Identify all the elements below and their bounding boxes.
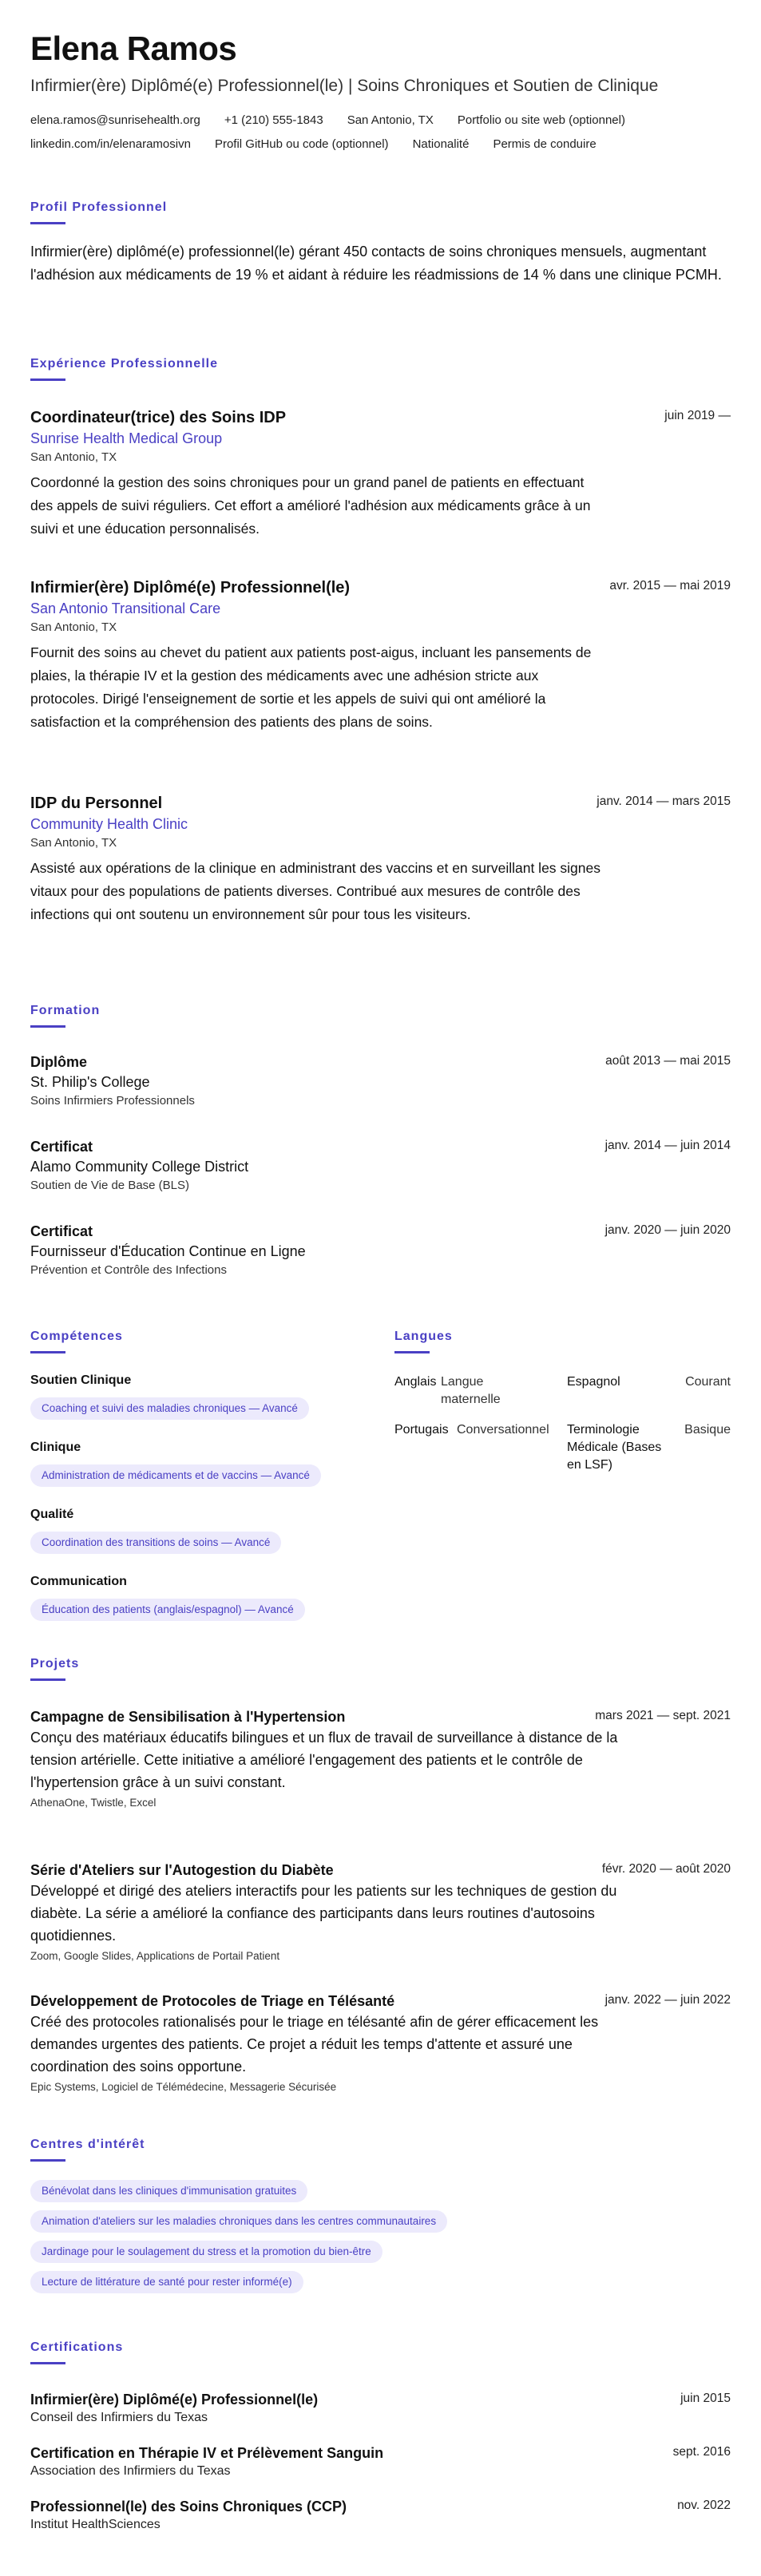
project-description: Conçu des matériaux éducatifs bilingues et un flux de travail de surveillance à distance de la tension artérielle. Cette initiative a amélioré l'engagement des patients et le contrôle de l'hypertension grâce à un suivi constant. xyxy=(30,1730,618,1790)
job-company: San Antonio Transitional Care xyxy=(30,600,221,616)
project-dates: janv. 2022 — juin 2022 xyxy=(604,1993,731,2007)
project-tech: Zoom, Google Slides, Applications de Portail Patient xyxy=(30,1950,280,1962)
section-rule xyxy=(30,2362,65,2364)
job-title: Infirmier(ère) Diplômé(e) Professionnel(le) xyxy=(30,579,351,596)
certification-date: sept. 2016 xyxy=(672,2445,731,2459)
certification-date: nov. 2022 xyxy=(677,2499,731,2512)
languages-title: Langues xyxy=(394,1330,453,1343)
skill-category: Communication xyxy=(30,1575,127,1588)
skill-group xyxy=(30,1439,321,1487)
projects-section xyxy=(30,1656,731,1681)
job-description: Coordonné la gestion des soins chroniques pour un grand panel de patients en effectuant des appels de suivi réguliers. Cet effort a amélioré l'adhésion aux médicaments grâce à un suivi et une éducation personnalisés. xyxy=(30,474,591,537)
skill-pill: Éducation des patients (anglais/espagnol) — Avancé xyxy=(30,1599,305,1621)
contact-phone[interactable]: +1 (210) 555-1843 xyxy=(224,113,323,127)
section-rule xyxy=(30,1351,65,1353)
language-level: Basique xyxy=(684,1423,731,1437)
contact-list xyxy=(30,112,731,153)
education-institution: Alamo Community College District xyxy=(30,1159,249,1175)
project-tech: AthenaOne, Twistle, Excel xyxy=(30,1797,157,1809)
language-name: Terminologie Médicale (Bases en LSF) xyxy=(567,1423,662,1472)
job-dates: juin 2019 — xyxy=(664,409,731,422)
summary-section xyxy=(30,200,731,287)
experience-title: Expérience Professionnelle xyxy=(30,357,218,371)
project-description: Développé et dirigé des ateliers interactifs pour les patients sur les techniques de gestion du diabète. La série a amélioré la confiance des participants dans leurs routines d'autosoins quotidiennes. xyxy=(30,1883,617,1944)
education-section xyxy=(30,1003,731,1028)
headline: Infirmier(ère) Diplômé(e) Professionnel(le) | Soins Chroniques et Soutien de Clinique xyxy=(30,77,659,95)
job-location: San Antonio, TX xyxy=(30,620,117,634)
interest-pill xyxy=(30,2271,303,2293)
language-name: Espagnol xyxy=(567,1375,620,1389)
certification-item xyxy=(30,2443,731,2480)
contact-location: San Antonio, TX xyxy=(347,113,434,127)
job-location: San Antonio, TX xyxy=(30,450,117,464)
job-item xyxy=(30,577,731,734)
education-item xyxy=(30,1052,731,1110)
certification-item xyxy=(30,2497,731,2534)
job-dates: janv. 2014 — mars 2015 xyxy=(597,795,731,808)
interest-label: Bénévolat dans les cliniques d'immunisation gratuites xyxy=(30,2180,307,2202)
job-title: Coordinateur(trice) des Soins IDP xyxy=(30,409,287,426)
job-title: IDP du Personnel xyxy=(30,795,163,812)
certification-name: Infirmier(ère) Diplômé(e) Professionnel(le) xyxy=(30,2392,319,2408)
section-rule xyxy=(30,1025,65,1028)
education-field: Soutien de Vie de Base (BLS) xyxy=(30,1179,190,1192)
education-item xyxy=(30,1137,731,1195)
certification-issuer: Conseil des Infirmiers du Texas xyxy=(30,2411,208,2424)
education-dates: janv. 2020 — juin 2020 xyxy=(604,1223,731,1237)
project-title: Série d'Ateliers sur l'Autogestion du Diabète xyxy=(30,1862,334,1878)
job-location: San Antonio, TX xyxy=(30,836,117,850)
project-tech: Epic Systems, Logiciel de Télémédecine, Messagerie Sécurisée xyxy=(30,2081,337,2093)
education-dates: janv. 2014 — juin 2014 xyxy=(604,1139,731,1152)
education-item xyxy=(30,1222,731,1279)
interest-pill xyxy=(30,2180,307,2202)
section-rule xyxy=(30,1678,65,1681)
certifications-section xyxy=(30,2340,731,2364)
project-title: Campagne de Sensibilisation à l'Hypertension xyxy=(30,1709,346,1725)
skill-pill: Coaching et suivi des maladies chroniques — Avancé xyxy=(30,1397,309,1420)
skill-category: Soutien Clinique xyxy=(30,1373,132,1387)
education-field: Prévention et Contrôle des Infections xyxy=(30,1263,227,1277)
job-description: Fournit des soins au chevet du patient aux patients post-aigus, incluant les pansements de plaies, la thérapie IV et la gestion des médicaments avec une adhésion stricte aux protocoles. Dirigé l'enseignement de sortie et les appels de suivi qui ont amélioré la satisfaction et la compréhension des patients des plans de soins. xyxy=(30,644,592,730)
certification-issuer: Association des Infirmiers du Texas xyxy=(30,2464,231,2478)
education-degree: Diplôme xyxy=(30,1054,88,1070)
language-level: Langue maternelle xyxy=(441,1375,501,1406)
job-company: Sunrise Health Medical Group xyxy=(30,430,223,446)
section-rule xyxy=(394,1351,430,1353)
skill-pill: Coordination des transitions de soins — Avancé xyxy=(30,1532,281,1554)
project-title: Développement de Protocoles de Triage en Télésanté xyxy=(30,1993,395,2009)
job-dates: avr. 2015 — mai 2019 xyxy=(609,579,731,592)
job-item xyxy=(30,793,731,926)
education-degree: Certificat xyxy=(30,1223,93,1239)
skill-category: Clinique xyxy=(30,1441,81,1454)
project-dates: févr. 2020 — août 2020 xyxy=(601,1862,731,1876)
language-level: Conversationnel xyxy=(457,1423,549,1437)
certification-issuer: Institut HealthSciences xyxy=(30,2518,161,2531)
resume-header xyxy=(30,29,731,153)
contact-nationality: Nationalité xyxy=(412,137,470,151)
skill-category: Qualité xyxy=(30,1508,74,1521)
candidate-name: Elena Ramos xyxy=(30,30,237,67)
interests-section xyxy=(30,2137,731,2162)
education-institution: St. Philip's College xyxy=(30,1074,150,1090)
contact-github[interactable]: Profil GitHub ou code (optionnel) xyxy=(214,137,389,151)
contact-portfolio[interactable]: Portfolio ou site web (optionnel) xyxy=(457,113,625,127)
certification-name: Certification en Thérapie IV et Prélèvement Sanguin xyxy=(30,2445,384,2461)
language-level: Courant xyxy=(685,1375,731,1389)
certification-name: Professionnel(le) des Soins Chroniques (CCP) xyxy=(30,2499,347,2515)
interest-pill xyxy=(30,2241,382,2263)
project-description: Créé des protocoles rationalisés pour le triage en télésanté afin de gérer efficacement les demandes urgentes des patients. Ce projet a réduit les temps d'attente et assuré une coordination des soins opportune. xyxy=(30,2014,599,2075)
summary-text: Infirmier(ère) diplômé(e) professionnel(le) gérant 450 contacts de soins chroniques mensuels, augmentant l'adhésion aux médicaments de 19 % et aidant à réduire les réadmissions de 14 % dans une clinique PCMH. xyxy=(30,244,722,283)
certification-item xyxy=(30,2390,731,2427)
skills-section xyxy=(30,1329,366,1353)
education-dates: août 2013 — mai 2015 xyxy=(605,1054,731,1068)
section-rule xyxy=(30,222,65,224)
skill-pill: Administration de médicaments et de vaccins — Avancé xyxy=(30,1464,321,1487)
job-company: Community Health Clinic xyxy=(30,816,188,832)
interests-title: Centres d'intérêt xyxy=(30,2138,145,2151)
language-name: Anglais xyxy=(394,1375,437,1389)
skills-title: Compétences xyxy=(30,1330,123,1343)
project-item xyxy=(30,1707,731,1811)
experience-section xyxy=(30,356,731,381)
interest-pill xyxy=(30,2210,447,2233)
education-title: Formation xyxy=(30,1004,101,1017)
skill-group xyxy=(30,1573,305,1621)
education-institution: Fournisseur d'Éducation Continue en Ligne xyxy=(30,1243,306,1259)
skill-group xyxy=(30,1506,281,1554)
skill-group xyxy=(30,1372,309,1420)
interest-label: Jardinage pour le soulagement du stress et la promotion du bien-être xyxy=(30,2241,382,2263)
contact-license: Permis de conduire xyxy=(493,137,597,151)
interest-label: Lecture de littérature de santé pour rester informé(e) xyxy=(30,2271,303,2293)
job-description: Assisté aux opérations de la clinique en administrant des vaccins et en surveillant les signes vitaux pour des populations de patients diverses. Contribué aux mesures de contrôle des infections qui ont soutenu un environnement sûr pour tous les visiteurs. xyxy=(30,860,600,922)
projects-title: Projets xyxy=(30,1657,80,1670)
job-item xyxy=(30,407,731,541)
section-rule xyxy=(30,2159,65,2162)
interest-label: Animation d'ateliers sur les maladies chroniques dans les centres communautaires xyxy=(30,2210,447,2233)
project-item xyxy=(30,1861,731,1964)
language-name: Portugais xyxy=(394,1423,449,1437)
certification-date: juin 2015 xyxy=(680,2392,731,2405)
certifications-title: Certifications xyxy=(30,2340,124,2354)
project-dates: mars 2021 — sept. 2021 xyxy=(595,1709,731,1722)
languages-section xyxy=(394,1329,730,1353)
contact-email[interactable]: elena.ramos@sunrisehealth.org xyxy=(30,113,200,127)
education-degree: Certificat xyxy=(30,1139,93,1155)
contact-linkedin[interactable]: linkedin.com/in/elenaramosivn xyxy=(30,137,191,151)
summary-title: Profil Professionnel xyxy=(30,200,168,214)
section-rule xyxy=(30,378,65,381)
project-item xyxy=(30,1991,731,2095)
education-field: Soins Infirmiers Professionnels xyxy=(30,1094,195,1108)
